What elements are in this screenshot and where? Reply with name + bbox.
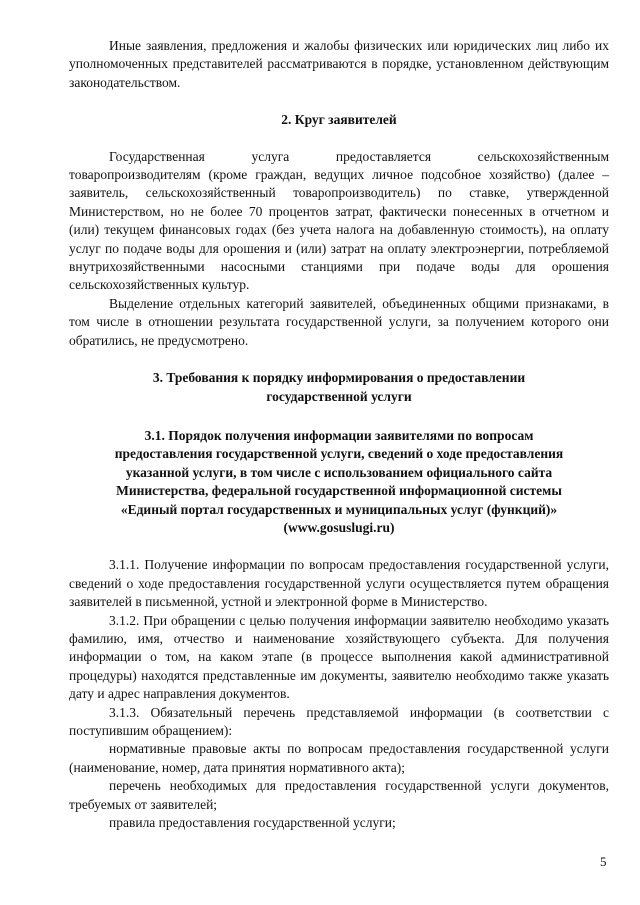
section-3-1-heading-line: 3.1. Порядок получения информации заявителями по вопросам xyxy=(144,427,534,443)
section-2-heading: 2. Круг заявителей xyxy=(281,112,397,128)
section-3-1-heading xyxy=(69,427,609,537)
paragraph-3-1-2: 3.1.2. При обращении с целью получения информации заявителю необходимо указать фамилию, имя, отчество и наименование хозяйствующего субъекта. Для получения информации о том, на каком этапе (в процессе выполнения какой административной процедуры) находятся представленные им документы, заявителю необходимо также указать дату и адрес направления документов. xyxy=(69,612,609,702)
section-3-1-heading-line: указанной услуги, в том числе с использованием официального сайта xyxy=(125,464,553,480)
section-3-1-heading-line: Министерства, федеральной государственной информационной системы xyxy=(116,483,562,499)
section-3-1-heading-line: «Единый портал государственных и муниципальных услуг (функций)» xyxy=(120,501,558,517)
section-2-paragraph-2: Выделение отдельных категорий заявителей, объединенных общими признаками, в том числе в отношении результата государственной услуги, за получением которого они обратились, не предусмотрено. xyxy=(69,295,609,348)
list-item-rules: правила предоставления государственной услуги; xyxy=(109,815,396,831)
paragraph-3-1-1: 3.1.1. Получение информации по вопросам предоставления государственной услуги, сведений о ходе предоставления государственной услуги осуществляется путем обращения заявителей в письменной, устной и электронной форме в Министерство. xyxy=(69,557,609,610)
list-item-legal-acts: нормативные правовые акты по вопросам предоставления государственной услуги (наименование, номер, дата принятия нормативного акта); xyxy=(69,741,609,775)
section-2-paragraph-1: Государственная услуга предоставляется сельскохозяйственным товаропроизводителям (кроме граждан, ведущих личное подсобное хозяйство) (далее – заявитель, сельскохозяйственный товаропроизводитель) по ставке, утвержденной Министерством, но не более 70 процентов затрат, фактически понесенных в отчетном и (или) текущем финансовых годах (без учета налога на добавленную стоимость), на оплату услуг по подаче воды для орошения и (или) затрат на оплату электроэнергии, потребляемой внутрихозяйственными насосными станциями при подаче воды для орошения сельскохозяйственных культур. xyxy=(69,148,609,293)
section-3-1-heading-line: предоставления государственной услуги, сведений о ходе предоставления xyxy=(114,446,564,462)
list-item-documents: перечень необходимых для предоставления государственной услуги документов, требуемых от заявителей; xyxy=(69,778,609,812)
section-3-heading-line: государственной услуги xyxy=(266,388,412,404)
section-3-1-heading-line: (www.gosuslugi.ru) xyxy=(283,519,395,535)
document-page xyxy=(69,37,609,832)
section-3-heading xyxy=(69,369,609,406)
paragraph-3-1-3: 3.1.3. Обязательный перечень представляемой информации (в соответствии с поступившим обращением): xyxy=(69,704,609,738)
section-3-heading-line: 3. Требования к порядку информирования о предоставлении xyxy=(152,370,526,386)
page-number: 5 xyxy=(600,854,607,869)
intro-paragraph: Иные заявления, предложения и жалобы физических или юридических лиц либо их уполномоченных представителей рассматриваются в порядке, установленном действующим законодательством. xyxy=(69,38,609,90)
